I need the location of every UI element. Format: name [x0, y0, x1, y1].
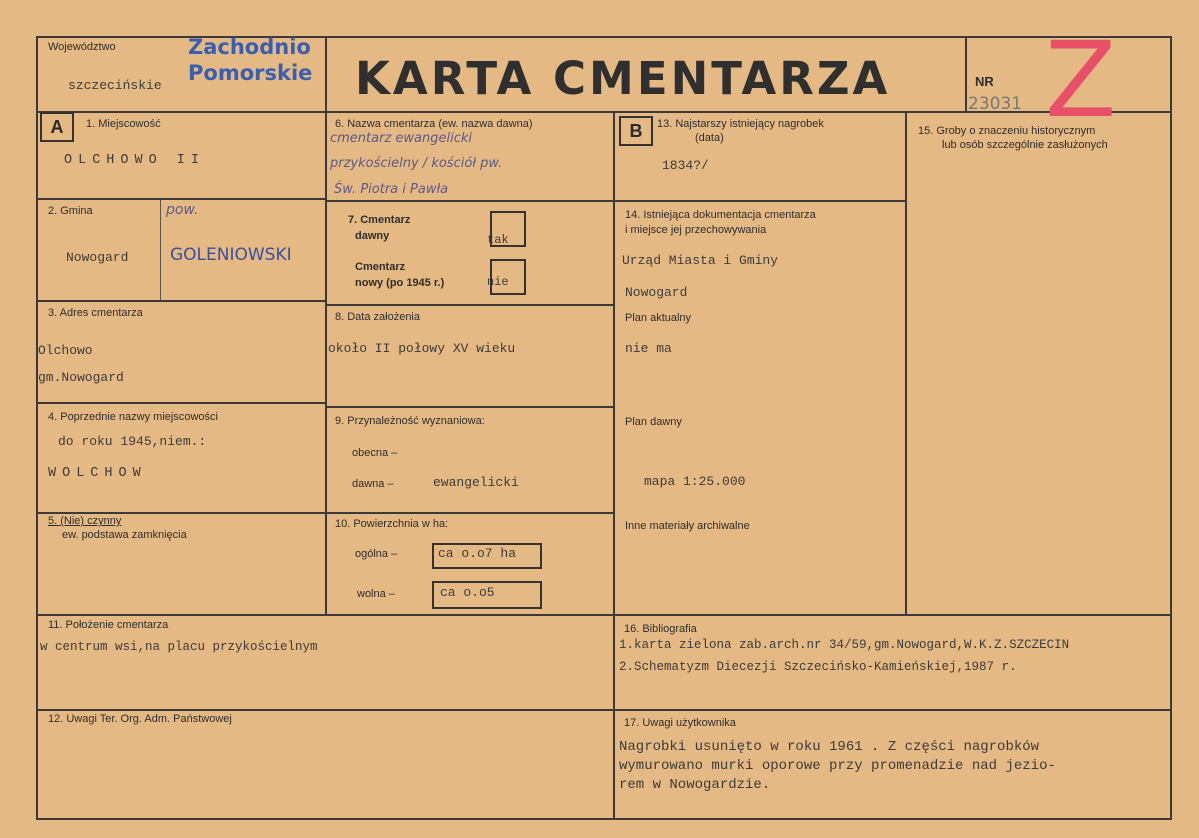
field-9-former: dawna – — [352, 478, 394, 490]
field-9-former-value: ewangelicki — [433, 475, 519, 490]
voivodeship-stamp-line1: Zachodnio — [188, 35, 311, 59]
field-11-value: w centrum wsi,na placu przykościelnym — [40, 640, 318, 654]
row-line-1 — [36, 198, 326, 200]
voivodeship-printed: szczecińskie — [68, 78, 162, 93]
frame-right — [1170, 36, 1172, 820]
field-2-pow-note: pow. — [166, 202, 199, 218]
field-7-label-2b: nowy (po 1945 r.) — [355, 277, 445, 289]
field-10-total-label: ogólna – — [355, 548, 398, 560]
field-7-box-1-value: tak — [487, 233, 509, 247]
field-14-other: Inne materiały archiwalne — [625, 520, 750, 532]
col-divider-10 — [325, 512, 327, 616]
field-2-value: Nowogard — [66, 250, 129, 265]
field-3-line1: Olchowo — [38, 343, 93, 358]
field-2-divider — [160, 200, 161, 300]
field-4-sub: do roku 1945,niem.: — [58, 434, 207, 449]
field-4-label: 4. Poprzednie nazwy miejscowości — [48, 411, 218, 423]
field-14-plan-current: Plan aktualny — [625, 312, 692, 324]
col-divider-1 — [325, 36, 327, 516]
field-7-label-2: Cmentarz — [355, 261, 406, 273]
field-2-label: 2. Gmina — [48, 205, 93, 217]
field-14-line-1: Urząd Miasta i Gminy — [622, 253, 779, 268]
field-10-label: 10. Powierzchnia w ha: — [335, 518, 449, 530]
voivodeship-label: Województwo — [48, 41, 116, 53]
row-line-m1 — [325, 200, 614, 202]
field-5-label: 5. (Nie) czynny — [48, 515, 122, 527]
field-6-label: 6. Nazwa cmentarza (ew. nazwa dawna) — [335, 118, 533, 130]
field-6-hand-2: przykościelny / kościół pw. — [330, 156, 503, 171]
field-3-label: 3. Adres cmentarza — [48, 307, 143, 319]
field-5-sub: ew. podstawa zamknięcia — [62, 529, 187, 541]
field-6-hand-1: cmentarz ewangelicki — [330, 131, 473, 146]
red-z-mark: Z — [1045, 19, 1117, 141]
field-13-value: 1834?/ — [662, 158, 709, 173]
field-8-value: około II połowy XV wieku — [328, 341, 516, 356]
field-2-hand-value: GOLENIOWSKI — [170, 245, 292, 265]
card-title: KARTA CMENTARZA — [355, 52, 891, 105]
field-15-label-2: lub osób szczególnie zasłużonych — [942, 139, 1108, 151]
row-line-m4 — [325, 512, 614, 514]
field-17-line-1: Nagrobki usunięto w roku 1961 . Z części nagrobków — [619, 739, 1040, 755]
row-line-12 — [36, 709, 1171, 711]
field-16-label: 16. Bibliografia — [624, 623, 697, 635]
field-16-entry-2: 2.Schematyzm Diecezji Szczecińsko-Kamieńskiej,1987 r. — [619, 660, 1017, 674]
field-9-current: obecna – — [352, 447, 398, 459]
col-divider-3 — [905, 113, 907, 616]
section-b-box: B — [619, 116, 653, 146]
header-nr-divider — [965, 36, 967, 113]
field-14-label-2: i miejsce jej przechowywania — [625, 224, 767, 236]
nr-value: 23031 — [968, 94, 1023, 114]
section-a-box: A — [40, 112, 74, 142]
col-divider-2 — [613, 113, 615, 818]
row-line-2 — [36, 300, 326, 302]
field-17-line-2: wymurowano murki oporowe przy promenadzie nad jezio- — [619, 758, 1056, 774]
row-line-b1 — [613, 200, 906, 202]
field-1-label: 1. Miejscowość — [86, 118, 161, 130]
row-line-m3 — [325, 406, 614, 408]
field-6-hand-3: Św. Piotra i Pawła — [334, 182, 449, 197]
frame-bottom — [36, 818, 1171, 820]
field-10-free: ca o.o5 — [440, 585, 495, 600]
field-11-label: 11. Położenie cmentarza — [48, 619, 169, 631]
row-line-3 — [36, 402, 326, 404]
field-15-label-1: 15. Groby o znaczeniu historycznym — [918, 125, 1096, 137]
field-14-plan-old: Plan dawny — [625, 416, 682, 428]
field-1-value: OLCHOWO II — [64, 153, 206, 168]
field-8-label: 8. Data założenia — [335, 311, 420, 323]
field-13-label-1: 13. Najstarszy istniejący nagrobek — [657, 118, 824, 130]
field-12-label: 12. Uwagi Ter. Org. Adm. Państwowej — [48, 713, 232, 725]
field-4-value: WOLCHOW — [48, 466, 147, 481]
row-line-m2 — [325, 304, 614, 306]
field-7-box-2-value: nie — [487, 275, 509, 289]
field-9-label: 9. Przynależność wyznaniowa: — [335, 415, 485, 427]
field-10-free-label: wolna – — [357, 588, 395, 600]
frame-left — [36, 36, 38, 820]
voivodeship-stamp-line2: Pomorskie — [188, 61, 313, 85]
field-17-label: 17. Uwagi użytkownika — [624, 717, 736, 729]
field-3-line2: gm.Nowogard — [38, 370, 124, 385]
field-14-plan-old-value: mapa 1:25.000 — [644, 474, 746, 489]
field-13-label-2: (data) — [695, 132, 724, 144]
field-14-plan-current-value: nie ma — [625, 341, 672, 356]
field-7-label-1: 7. Cmentarz — [348, 214, 411, 226]
row-line-11 — [36, 614, 1171, 616]
field-17-line-3: rem w Nowogardzie. — [619, 777, 771, 793]
nr-label: NR — [975, 74, 994, 89]
field-7-label-1b: dawny — [355, 230, 390, 242]
field-10-total: ca o.o7 ha — [438, 546, 517, 561]
field-16-entry-1: 1.karta zielona zab.arch.nr 34/59,gm.Nowogard,W.K.Z.SZCZECIN — [619, 638, 1070, 652]
field-14-line-2: Nowogard — [625, 285, 688, 300]
field-14-label-1: 14. Istniejąca dokumentacja cmentarza — [625, 209, 816, 221]
